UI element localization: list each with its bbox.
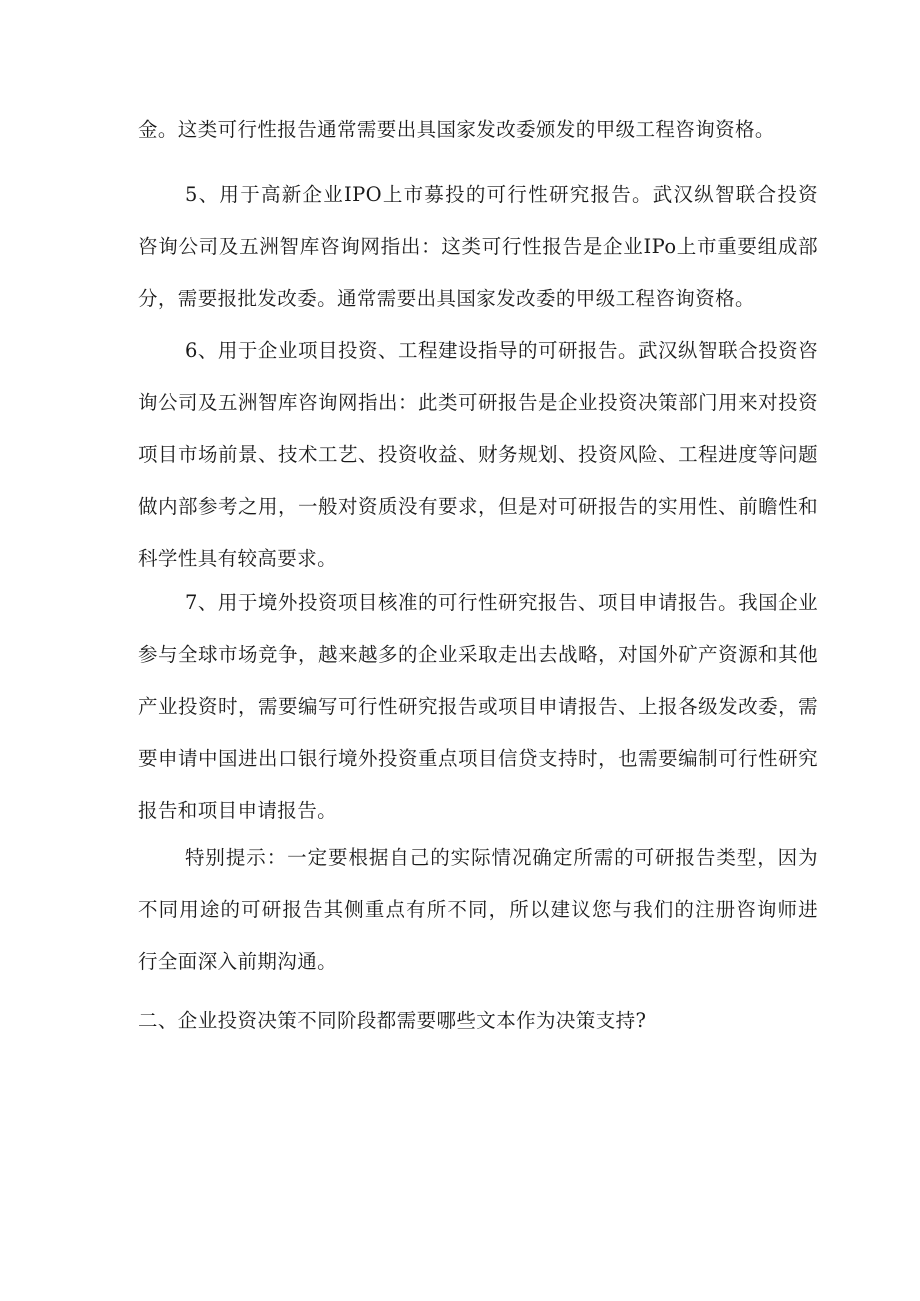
section-heading [138, 995, 818, 1047]
paragraph-continuation [138, 104, 818, 156]
text-line: 做内部参考之用，一般对资质没有要求，但是对可研报告的实用性、前瞻性和 [138, 495, 818, 518]
text-line: 产业投资时，需要编写可行性研究报告或项目申请报告、上报各级发改委，需 [138, 695, 818, 718]
paragraph-item-6 [138, 325, 818, 585]
text-line: 参与全球市场竞争，越来越多的企业采取走出去战略，对国外矿产资源和其他 [138, 643, 818, 666]
paragraph-item-7 [138, 577, 818, 837]
text-line: 报告和项目申请报告。 [138, 799, 338, 822]
text-line: 6、用于企业项目投资、工程建设指导的可研报告。武汉纵智联合投资咨 [185, 339, 818, 362]
text-line: 7、用于境外投资项目核准的可行性研究报告、项目申请报告。我国企业 [185, 591, 818, 614]
section-heading-text: 二、企业投资决策不同阶段都需要哪些文本作为决策支持? [138, 1009, 647, 1032]
text-line: 不同用途的可研报告其侧重点有所不同，所以建议您与我们的注册咨询师进 [138, 898, 818, 921]
text-line: 咨询公司及五洲智库咨询网指出：这类可行性报告是企业IPo上市重要组成部 [138, 235, 818, 258]
text-line: 行全面深入前期沟通。 [138, 950, 338, 973]
text-line: 分，需要报批发改委。通常需要出具国家发改委的甲级工程咨询资格。 [138, 287, 755, 310]
text-line: 金。这类可行性报告通常需要出具国家发改委颁发的甲级工程咨询资格。 [138, 118, 775, 141]
text-line: 询公司及五洲智库咨询网指出：此类可研报告是企业投资决策部门用来对投资 [138, 391, 818, 414]
text-line: 要申请中国进出口银行境外投资重点项目信贷支持时，也需要编制可行性研究 [138, 747, 818, 770]
text-line: 项目市场前景、技术工艺、投资收益、财务规划、投资风险、工程进度等问题 [138, 443, 818, 466]
text-line: 科学性具有较高要求。 [138, 547, 338, 570]
text-line: 特别提示：一定要根据自己的实际情况确定所需的可研报告类型，因为 [185, 846, 818, 869]
paragraph-special-note [138, 832, 818, 988]
text-line: 5、用于高新企业IPO上市募投的可行性研究报告。武汉纵智联合投资 [185, 183, 818, 206]
paragraph-item-5 [138, 169, 818, 325]
